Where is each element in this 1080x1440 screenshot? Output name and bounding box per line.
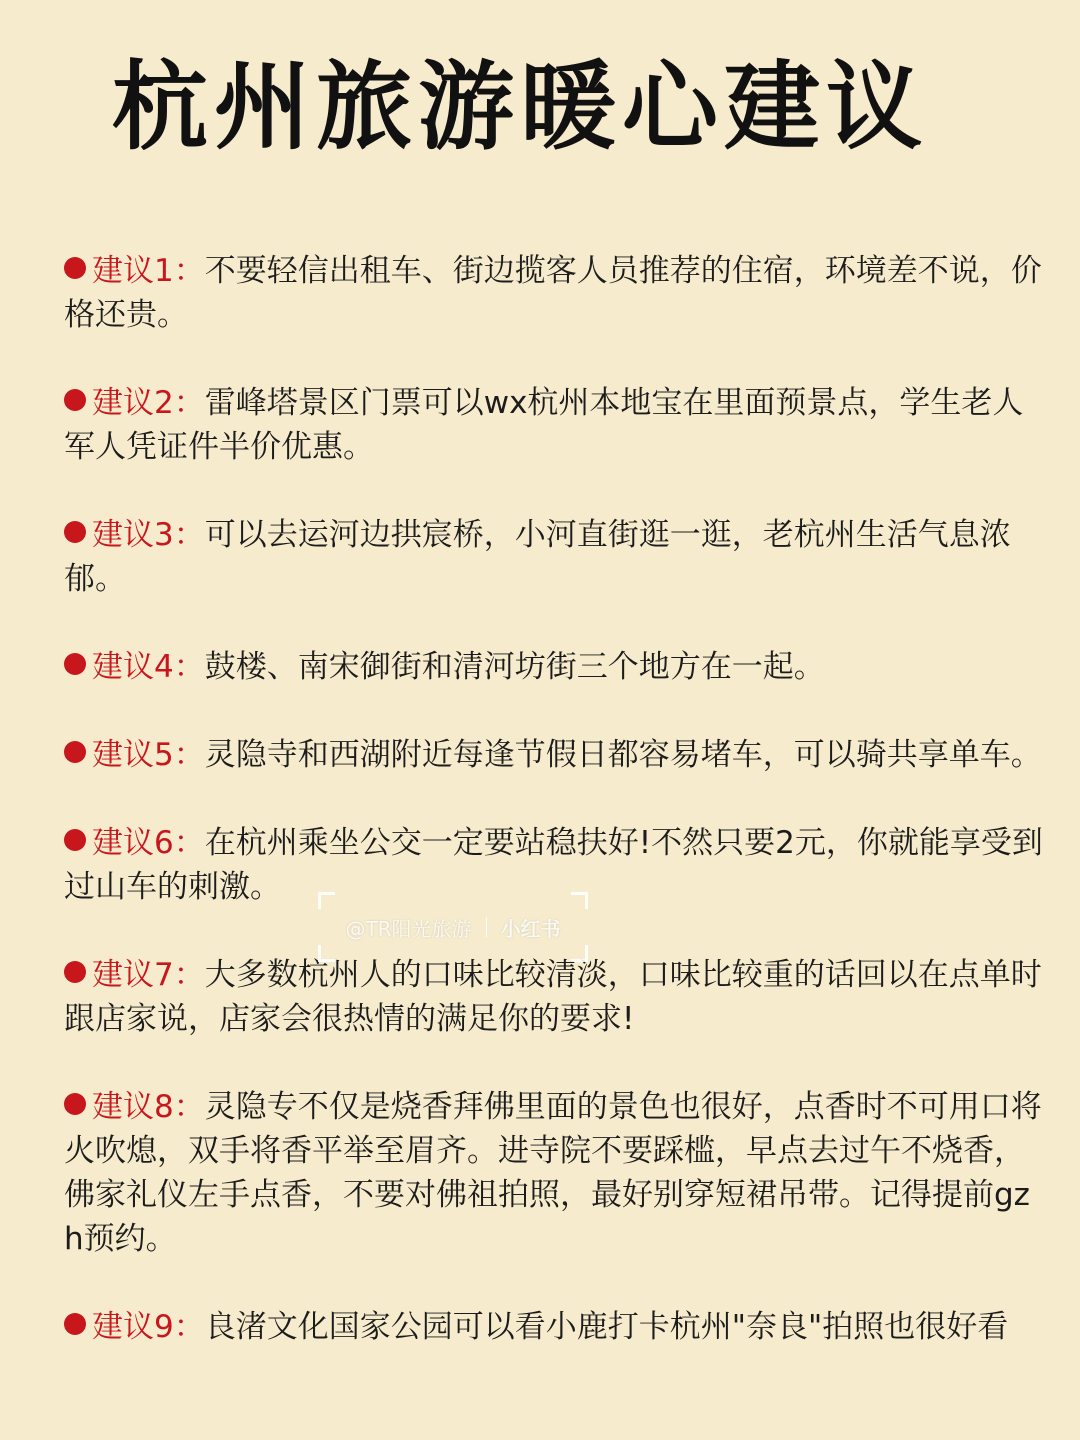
watermark xyxy=(318,892,588,962)
watermark-handle: @TR阳光旅游 xyxy=(345,916,472,941)
bullet-dot-icon xyxy=(64,1093,86,1115)
bullet-dot-icon xyxy=(64,653,86,675)
tip-text: 可以去运河边拱宸桥，小河直街逛一逛，老杭州生活气息浓郁。 xyxy=(64,517,1011,597)
bullet-dot-icon xyxy=(64,257,86,279)
tip-item-8 xyxy=(64,1085,1049,1261)
tip-label: 建议5： xyxy=(92,737,205,773)
tip-item-3 xyxy=(64,513,1049,601)
watermark-brand: 小红书 xyxy=(500,916,561,941)
tip-item-7 xyxy=(64,953,1049,1041)
tip-item-2 xyxy=(64,381,1049,469)
bullet-dot-icon xyxy=(64,521,86,543)
tip-label: 建议2： xyxy=(92,385,205,421)
watermark-separator xyxy=(486,917,487,937)
watermark-corner xyxy=(318,892,335,909)
page-title: 杭州旅游暖心建议 xyxy=(112,51,928,163)
watermark-corner xyxy=(318,945,335,962)
bullet-dot-icon xyxy=(64,961,86,983)
tip-text: 在杭州乘坐公交一定要站稳扶好!不然只要2元，你就能享受到过山车的刺激。 xyxy=(64,825,1043,905)
tips-list xyxy=(64,218,1049,1393)
tip-item-4 xyxy=(64,645,1049,689)
tip-label: 建议4： xyxy=(92,649,205,685)
bullet-dot-icon xyxy=(64,741,86,763)
bullet-dot-icon xyxy=(64,1313,86,1335)
watermark-corner xyxy=(571,945,588,962)
tip-item-5 xyxy=(64,733,1049,777)
bullet-dot-icon xyxy=(64,829,86,851)
tip-label: 建议6： xyxy=(92,825,205,861)
tip-text: 灵隐专不仅是烧香拜佛里面的景色也很好，点香时不可用口将火吹熄，双手将香平举至眉齐。进寺院不要踩槛，早点去过午不烧香，佛家礼仪左手点香，不要对佛祖拍照，最好别穿短裙吊带。记得提前gzh预约。 xyxy=(64,1089,1042,1257)
tip-text: 不要轻信出租车、街边揽客人员推荐的住宿，环境差不说，价格还贵。 xyxy=(64,253,1042,333)
tip-label: 建议7： xyxy=(92,957,205,993)
bullet-dot-icon xyxy=(64,389,86,411)
tip-text: 大多数杭州人的口味比较清淡，口味比较重的话回以在点单时跟店家说，店家会很热情的满足你的要求! xyxy=(64,957,1042,1037)
watermark-corner xyxy=(571,892,588,909)
tip-text: 灵隐寺和西湖附近每逢节假日都容易堵车，可以骑共享单车。 xyxy=(204,737,1042,773)
tip-label: 建议8： xyxy=(92,1089,205,1125)
tip-item-9 xyxy=(64,1305,1049,1349)
tip-text: 良渚文化国家公园可以看小鹿打卡杭州"奈良"拍照也很好看 xyxy=(204,1309,1009,1345)
tip-label: 建议9： xyxy=(92,1309,205,1345)
tip-label: 建议1： xyxy=(92,253,205,289)
tip-text: 鼓楼、南宋御街和清河坊街三个地方在一起。 xyxy=(204,649,825,685)
tip-label: 建议3： xyxy=(92,517,205,553)
tip-item-1 xyxy=(64,249,1049,337)
tip-text: 雷峰塔景区门票可以wx杭州本地宝在里面预景点，学生老人军人凭证件半价优惠。 xyxy=(64,385,1024,465)
